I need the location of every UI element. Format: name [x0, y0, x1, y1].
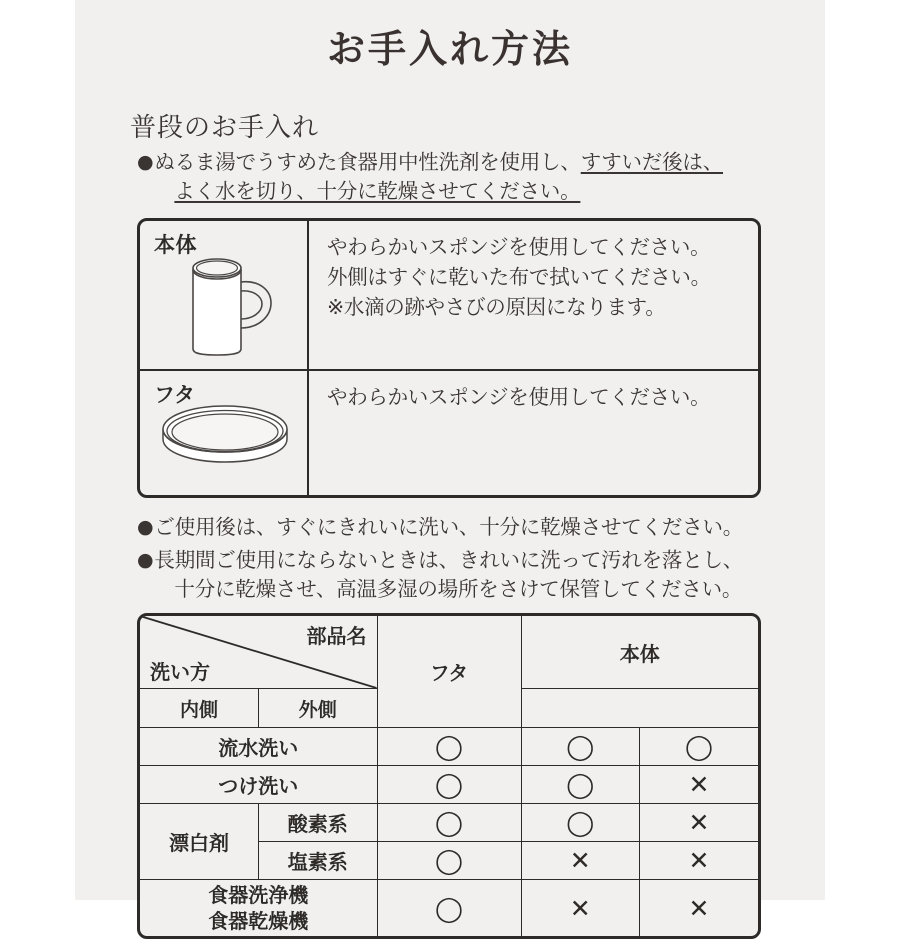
matrix-header-body: 本体: [521, 616, 758, 689]
table-row: [140, 880, 758, 937]
parts-description-body: [309, 221, 758, 369]
parts-label-cell-lid: [140, 371, 309, 495]
table-row: [140, 371, 758, 495]
matrix-cell-inside: ◯: [521, 804, 640, 842]
note-line2: 十分に乾燥させ、高温多湿の場所をさけて保管してください。: [174, 577, 743, 601]
matrix-cell-lid: ◯: [377, 728, 521, 766]
matrix-header-body-inside: 内側: [140, 689, 259, 728]
matrix-cell-outside: ✕: [640, 842, 759, 880]
note-line1: 長期間ご使用にならないときは、きれいに洗って汚れを落とし、: [154, 548, 744, 572]
table-row: [140, 804, 758, 842]
intro-note-line1-plain: ぬるま湯でうすめた食器用中性洗剤を使用し、: [154, 150, 581, 174]
matrix-header-body-outside: 外側: [259, 689, 378, 728]
parts-label-cell-body: [140, 221, 309, 369]
matrix-row-group-bleach: 漂白剤: [140, 804, 259, 880]
mug-illustration: [140, 247, 309, 357]
bullet-dot-icon: ●: [137, 549, 154, 571]
matrix-cell-lid: ◯: [377, 842, 521, 880]
table-row: [140, 766, 758, 804]
matrix-cell-inside: ◯: [521, 728, 640, 766]
matrix-cell-inside: ✕: [521, 880, 640, 937]
parts-label-body: 本体: [154, 233, 197, 257]
parts-care-table: [137, 218, 761, 498]
matrix-row-label-dishwasher-line1: 食器洗浄機: [208, 883, 309, 907]
matrix-cell-inside: ✕: [521, 842, 640, 880]
matrix-row-label-oxygen-bleach: 酸素系: [259, 804, 378, 842]
parts-label-lid: フタ: [154, 383, 196, 407]
bullet-dot-icon: ●: [137, 516, 154, 538]
matrix-cell-outside: ✕: [640, 880, 759, 937]
parts-desc-line: やわらかいスポンジを使用してください。: [327, 385, 711, 409]
matrix-row-label-chlorine-bleach: 塩素系: [259, 842, 378, 880]
intro-note-text: [154, 148, 797, 206]
lid-illustration: [140, 385, 309, 485]
matrix-cell-outside: ◯: [640, 728, 759, 766]
matrix-corner-cell: [140, 616, 377, 689]
matrix-corner-wash-method: 洗い方: [150, 660, 210, 684]
table-header-row: [140, 616, 758, 689]
matrix-cell-inside: ◯: [521, 766, 640, 804]
note-long-term-storage: [137, 546, 817, 604]
content-panel: [75, 0, 825, 933]
matrix-cell-outside: ✕: [640, 766, 759, 804]
matrix-cell-outside: ✕: [640, 804, 759, 842]
panel-inner: [75, 0, 825, 933]
note-after-use-text: ご使用後は、すぐにきれいに洗い、十分に乾燥させてください。: [154, 515, 744, 539]
parts-desc-line: ※水滴の跡やさびの原因になります。: [327, 295, 666, 319]
matrix-corner-part-name: 部品名: [306, 624, 367, 648]
intro-note-line1-underlined: すすいだ後は、: [580, 150, 724, 174]
intro-note-line2-underlined: よく水を切り、十分に乾燥させてください。: [174, 179, 581, 203]
matrix-cell-lid: ◯: [377, 880, 521, 937]
parts-description-lid: [309, 371, 758, 495]
parts-desc-line: 外側はすぐに乾いた布で拭いてください。: [327, 265, 711, 289]
table-row: [140, 221, 758, 371]
section-heading-daily-care: 普段のお手入れ: [130, 113, 320, 143]
matrix-row-label-soaking: つけ洗い: [140, 766, 377, 804]
matrix-cell-lid: ◯: [377, 766, 521, 804]
note-after-use: [137, 513, 817, 542]
bullet-dot-icon: ●: [137, 151, 154, 173]
note-long-term-storage-text: [154, 546, 817, 604]
matrix-table: [140, 616, 758, 936]
table-row: [140, 728, 758, 766]
washing-method-matrix: [137, 613, 761, 939]
matrix-row-label-running-water: 流水洗い: [140, 728, 377, 766]
matrix-header-lid: フタ: [377, 616, 521, 728]
matrix-row-label-dishwasher: [140, 880, 377, 937]
parts-desc-line: やわらかいスポンジを使用してください。: [327, 235, 711, 259]
matrix-cell-lid: ◯: [377, 804, 521, 842]
page-title: お手入れ方法: [326, 27, 573, 71]
matrix-row-label-dishwasher-line2: 食器乾燥機: [208, 909, 309, 933]
intro-note: [137, 148, 797, 206]
